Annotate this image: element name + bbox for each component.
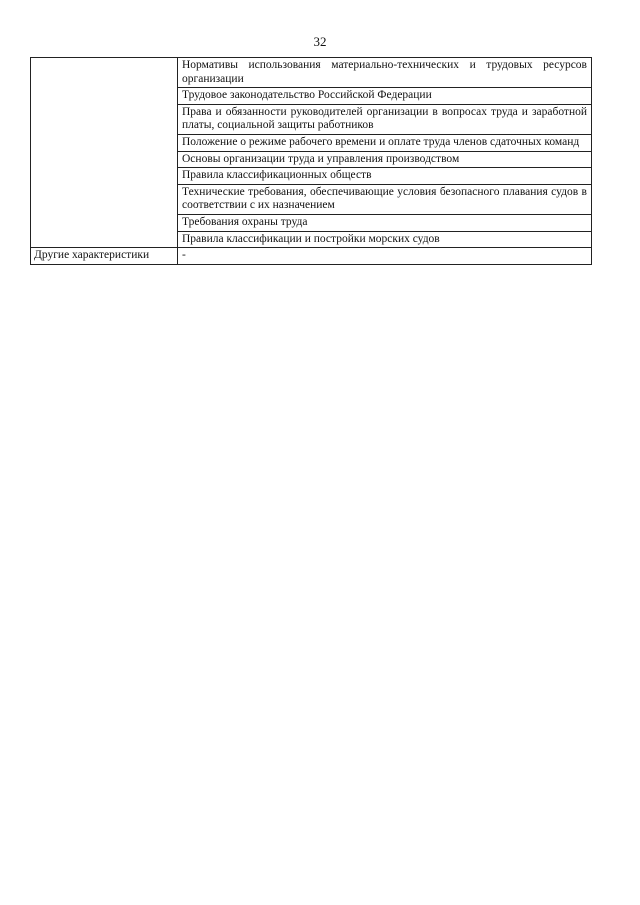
requirements-table — [30, 57, 592, 265]
knowledge-item: Правила классификации и постройки морских судов — [178, 231, 592, 248]
knowledge-item: Трудовое законодательство Российской Федерации — [178, 88, 592, 105]
knowledge-item: Права и обязанности руководителей организации в вопросах труда и заработной платы, социальной защиты работников — [178, 104, 592, 134]
other-characteristics-label: Другие характеристики — [31, 248, 178, 265]
knowledge-item: Основы организации труда и управления производством — [178, 151, 592, 168]
table-row — [31, 58, 592, 88]
knowledge-item: Нормативы использования материально-технических и трудовых ресурсов организации — [178, 58, 592, 88]
table-row — [31, 248, 592, 265]
knowledge-label-cell — [31, 58, 178, 248]
other-characteristics-value: - — [178, 248, 592, 265]
knowledge-item: Положение о режиме рабочего времени и оплате труда членов сдаточных команд — [178, 134, 592, 151]
page-number: 32 — [313, 34, 327, 49]
knowledge-item: Правила классификационных обществ — [178, 168, 592, 185]
knowledge-item: Технические требования, обеспечивающие условия безопасного плавания судов в соответствии с их назначением — [178, 184, 592, 214]
knowledge-item: Требования охраны труда — [178, 214, 592, 231]
